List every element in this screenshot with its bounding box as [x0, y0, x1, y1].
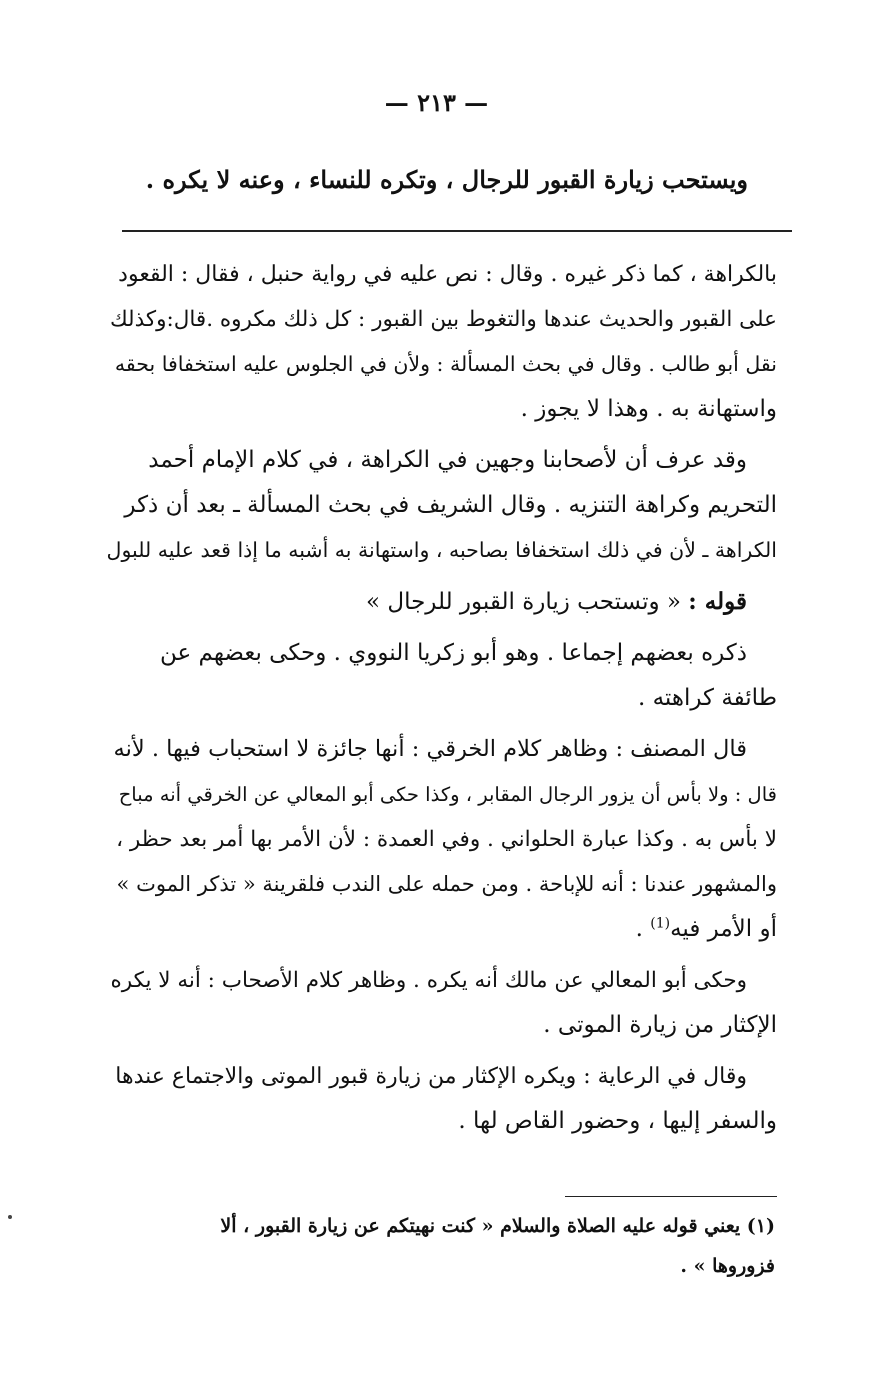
paragraph-5 — [105, 958, 777, 1048]
header-divider — [122, 230, 792, 232]
paragraph-2 — [105, 438, 777, 573]
footnote — [115, 1206, 775, 1286]
commentary-body — [105, 252, 777, 1150]
paragraph-4 — [105, 727, 777, 952]
text-line — [105, 907, 777, 952]
text-line: وقد عرف أن لأصحابنا وجهين في الكراهة ، في كلام الإمام أحمد — [148, 447, 747, 473]
footnote-divider — [565, 1196, 777, 1197]
footnote-marker: (1) — [650, 915, 671, 932]
qawluhu-lead: قوله : — [688, 588, 747, 615]
text-line: لا بأس به . وكذا عبارة الحلواني . وفي العمدة : لأن الأمر بها أمر بعد حظر ، — [116, 827, 777, 852]
scan-speck — [8, 1215, 12, 1219]
footnote-line: (١) يعني قوله عليه الصلاة والسلام « كنت نهيتكم عن زيارة القبور ، ألا — [220, 1215, 775, 1237]
text-line: والمشهور عندنا : أنه للإباحة . ومن حمله على الندب فلقرينة « تذكر الموت » — [116, 872, 777, 896]
text-fragment: . — [635, 916, 651, 942]
text-fragment: أو الأمر فيه — [670, 916, 777, 942]
text-line: الكراهة ـ لأن في ذلك استخفافا بصاحبه ، واستهانة به أشبه ما إذا قعد عليه للبول — [106, 538, 777, 562]
text-line: التحريم وكراهة التنزيه . وقال الشريف في بحث المسألة ـ بعد أن ذكر — [124, 492, 777, 518]
text-line: على القبور والحديث عندها والتغوط بين القبور : كل ذلك مكروه .قال:وكذلك — [109, 307, 777, 332]
text-line: الإكثار من زيارة الموتى . — [543, 1012, 777, 1038]
paragraph-1 — [105, 252, 777, 432]
qawluhu-quote: « وتستحب زيارة القبور للرجال » — [365, 589, 681, 615]
text-line: ذكره بعضهم إجماعا . وهو أبو زكريا النووي . وحكى بعضهم عن — [159, 640, 747, 666]
paragraph-6 — [105, 1054, 777, 1144]
text-line: وحكى أبو المعالي عن مالك أنه يكره . وظاهر كلام الأصحاب : أنه لا يكره — [110, 968, 747, 993]
qawluhu-heading — [105, 579, 777, 625]
text-line: قال المصنف : وظاهر كلام الخرقي : أنها جائزة لا استحباب فيها . لأنه — [113, 736, 747, 762]
footnote-line: فزوروها » . — [680, 1255, 775, 1277]
text-line: بالكراهة ، كما ذكر غيره . وقال : نص عليه في رواية حنبل ، فقال : القعود — [118, 262, 777, 287]
text-line: طائفة كراهته . — [637, 685, 777, 711]
text-line: وقال في الرعاية : ويكره الإكثار من زيارة قبور الموتى والاجتماع عندها — [115, 1064, 747, 1089]
matn-text: ويستحب زيارة القبور للرجال ، وتكره للنساء ، وعنه لا يكره . — [145, 165, 748, 194]
text-line: قال : ولا بأس أن يزور الرجال المقابر ، وكذا حكى أبو المعالي عن الخرقي أنه مباح — [118, 783, 777, 806]
text-line: نقل أبو طالب . وقال في بحث المسألة : ولأن في الجلوس عليه استخفافا بحقه — [114, 352, 777, 376]
paragraph-3 — [105, 631, 777, 721]
page-number: — ٢١٣ — — [384, 88, 489, 117]
text-line: واستهانة به . وهذا لا يجوز . — [520, 396, 777, 422]
text-line: والسفر إليها ، وحضور القاص لها . — [458, 1108, 777, 1134]
